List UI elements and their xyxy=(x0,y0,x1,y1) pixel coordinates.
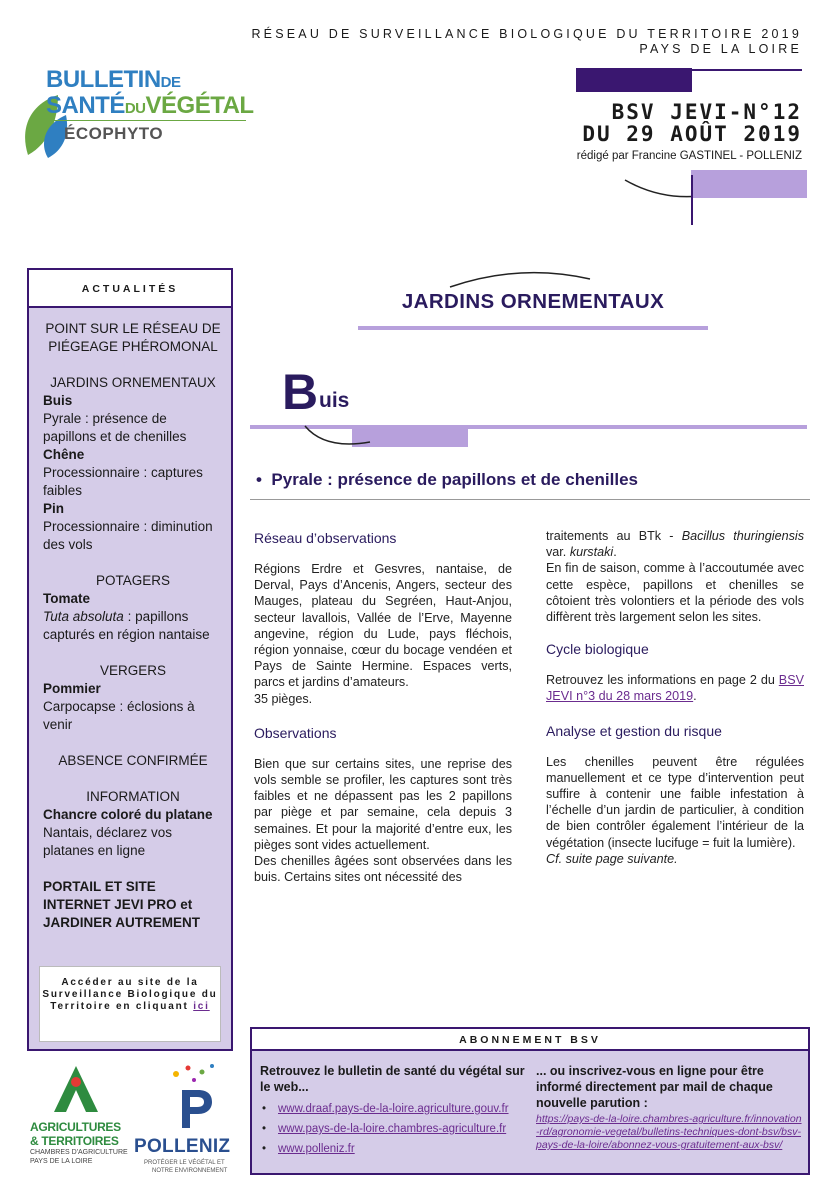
abonnement-subscribe xyxy=(536,1063,802,1152)
sidebar-vergers-heading: VERGERS xyxy=(99,663,167,678)
sidebar-tomate: Tomate xyxy=(43,591,91,606)
sidebar-pin-text: Processionnaire : diminution des vols xyxy=(43,519,213,552)
analyse-heading: Analyse et gestion du risque xyxy=(546,722,722,739)
sidebar-pommier: Pommier xyxy=(43,681,101,696)
draaf-link[interactable]: www.draaf.pays-de-la-loire.agriculture.gouv.fr xyxy=(278,1103,509,1115)
subscribe-link[interactable]: https://pays-de-la-loire.chambres-agriculture.fr/innovation-rd/agronomie-vegetal/bulletins-techniques-dont-bsv/bsv-pays-de-la-loire/abonnez-vous-gratuitement-aux-bsv/ xyxy=(536,1113,802,1151)
network-title-line1: RÉSEAU DE SURVEILLANCE BIOLOGIQUE DU TERRITOIRE 2019 xyxy=(251,27,802,41)
bsv-logo xyxy=(18,60,258,170)
sidebar-chancre: Chancre coloré du platane xyxy=(43,807,213,822)
pest-heading-rule xyxy=(250,499,810,500)
content-column-left xyxy=(254,530,512,885)
abonnement-link-item xyxy=(260,1101,530,1117)
sidebar-potagers-heading: POTAGERS xyxy=(95,573,170,588)
sidebar-chancre-text: Nantais, déclarez vos platanes en ligne xyxy=(43,825,173,858)
plant-title-rest: uis xyxy=(319,389,350,412)
header-thin-line xyxy=(692,69,802,71)
observations-text-1: Bien que sur certains sites, une reprise des vols semble se profiler, les captures sont très faibles et ne dépassent pas les 2 papillons par piège et par semaine, cela depuis 3 semaines. Et pour la majorité d’entre eux, les pièges sont vides actuellement. xyxy=(254,756,512,852)
agri-line1: AGRICULTURES xyxy=(30,1120,121,1134)
section-title-underline xyxy=(358,326,708,330)
agri-line4: PAYS DE LA LOIRE xyxy=(30,1158,93,1165)
abonnement-box xyxy=(250,1027,810,1175)
sidebar-pommier-text: Carpocapse : éclosions à venir xyxy=(43,699,195,732)
fin-saison-text: En fin de saison, comme à l’accoutumée avec cette espèce, papillons et chenilles se côtoient très volontiers et la période des vols diffèrent très largement selon les sites. xyxy=(546,561,804,625)
sidebar-pin: Pin xyxy=(43,501,65,516)
abonnement-heading: ABONNEMENT BSV xyxy=(252,1029,808,1051)
logo-divider xyxy=(46,120,246,121)
sidebar-buis-text: Pyrale : présence de papillons et de chenilles xyxy=(43,411,187,444)
logo-sante-text: SANTÉDUVÉGÉTAL xyxy=(46,92,254,119)
sidebar-heading: ACTUALITÉS xyxy=(29,270,231,308)
sbt-site-link-box xyxy=(39,966,221,1042)
polleniz-tagline2: NOTRE ENVIRONNEMENT xyxy=(152,1168,228,1174)
chambres-agriculture-link[interactable]: www.pays-de-la-loire.chambres-agriculture.fr xyxy=(278,1123,507,1135)
sbt-link[interactable]: ici xyxy=(193,1001,210,1012)
sidebar-jardins-heading: JARDINS ORNEMENTAUX xyxy=(50,375,216,390)
bsv-date-title: DU 29 AOÛT 2019 xyxy=(582,122,802,146)
sidebar-absence-heading: ABSENCE CONFIRMÉE xyxy=(58,753,208,768)
plant-title-initial: B xyxy=(282,364,319,420)
bsv-number-title: BSV JEVI-N°12 xyxy=(611,100,802,124)
pest-heading: • Pyrale : présence de papillons et de chenilles xyxy=(256,470,638,489)
polleniz-name: POLLENIZ xyxy=(134,1136,231,1157)
sidebar-tuta-text: Tuta absoluta : papillons capturés en région nantaise xyxy=(43,609,210,642)
observations-text-2: Des chenilles âgées sont observées dans les buis. Certains sites ont nécessité des xyxy=(254,854,512,885)
sidebar-chene: Chêne xyxy=(43,447,85,462)
sidebar-portail: PORTAIL ET SITE INTERNET JEVI PRO et JARDINER AUTREMENT xyxy=(43,879,201,930)
header-light-bar xyxy=(691,170,807,198)
plant-arc-decoration xyxy=(300,420,380,450)
observations-heading: Observations xyxy=(254,724,337,741)
cycle-text: Retrouvez les informations en page 2 du BSV JEVI n°3 du 28 mars 2019. xyxy=(546,673,804,704)
abonnement-left-title: Retrouvez le bulletin de santé du végétal sur le web... xyxy=(260,1064,525,1094)
cycle-link[interactable]: BSV JEVI n°3 du 28 mars 2019 xyxy=(546,673,804,704)
chambres-agriculture-logo xyxy=(24,1062,134,1172)
reseau-text: Régions Erdre et Gesvres, nantaise, de Derval, Pays d’Ancenis, Angers, secteur des Mauges, plateau du Segréen, Haut-Anjou, secteur lavallois, Vallée de l’Erve, Mayenne angevine, région du Lude, pays fléchois, région yonnaise, cœur du bocage vendéen et Pays de Sainte Hermine. Espaces verts, parcs et jardins d’amateurs. xyxy=(254,562,512,690)
logo-bulletin-text: BULLETINDE xyxy=(46,66,181,93)
analyse-text: Les chenilles peuvent être régulées manuellement et ce type d’intervention peut suffire à contenir une faible infestation à l’échelle d’un jardin de particulier, à condition de bien contrôler également l’intérieur de la végétation (insecte lucifuge = fuit la lumière). xyxy=(546,754,804,850)
sidebar-information-heading: INFORMATION xyxy=(86,789,180,804)
abonnement-link-item xyxy=(260,1121,530,1137)
section-title: JARDINS ORNEMENTAUX xyxy=(401,290,665,313)
logo-ecophyto-text: ÉCOPHYTO xyxy=(64,124,164,143)
treatment-text: traitements au BTk - Bacillus thuringiensis var. kurstaki. xyxy=(546,529,804,560)
sidebar-content xyxy=(43,320,223,932)
abonnement-link-item xyxy=(260,1141,530,1157)
agri-logo-icon xyxy=(46,1062,106,1117)
suite-text: Cf. suite page suivante. xyxy=(546,851,678,866)
abonnement-link-list xyxy=(260,1101,530,1157)
sidebar-chene-text: Processionnaire : captures faibles xyxy=(43,465,203,498)
header-dark-bar xyxy=(576,68,692,92)
polleniz-link[interactable]: www.polleniz.fr xyxy=(278,1143,355,1155)
sidebar-point-title: POINT SUR LE RÉSEAU DE PIÉGEAGE PHÉROMONAL xyxy=(45,321,221,354)
abonnement-right-title: ... ou inscrivez-vous en ligne pour être informé directement par mail de chaque nouvelle parution : xyxy=(536,1064,773,1110)
author-line: rédigé par Francine GASTINEL - POLLENIZ xyxy=(576,150,802,162)
polleniz-logo xyxy=(130,1062,240,1177)
pieges-count: 35 pièges. xyxy=(254,691,313,706)
agri-line2: & TERRITOIRES xyxy=(30,1134,119,1148)
polleniz-logo-icon xyxy=(164,1062,224,1132)
network-title-line2: PAYS DE LA LOIRE xyxy=(639,42,802,56)
header-vertical-line xyxy=(691,175,693,225)
polleniz-tagline1: PROTÉGER LE VÉGÉTAL ET xyxy=(144,1160,225,1166)
agri-line3: CHAMBRES D'AGRICULTURE xyxy=(30,1149,128,1156)
sbt-link-text: Accéder au site de la Surveillance Biologique du Territoire en cliquant xyxy=(42,977,218,1012)
content-column-right xyxy=(546,528,804,867)
actualites-sidebar xyxy=(27,268,233,1051)
cycle-heading: Cycle biologique xyxy=(546,641,649,658)
abonnement-web-links xyxy=(260,1063,530,1161)
sidebar-buis: Buis xyxy=(43,393,73,408)
reseau-heading: Réseau d’observations xyxy=(254,530,397,546)
